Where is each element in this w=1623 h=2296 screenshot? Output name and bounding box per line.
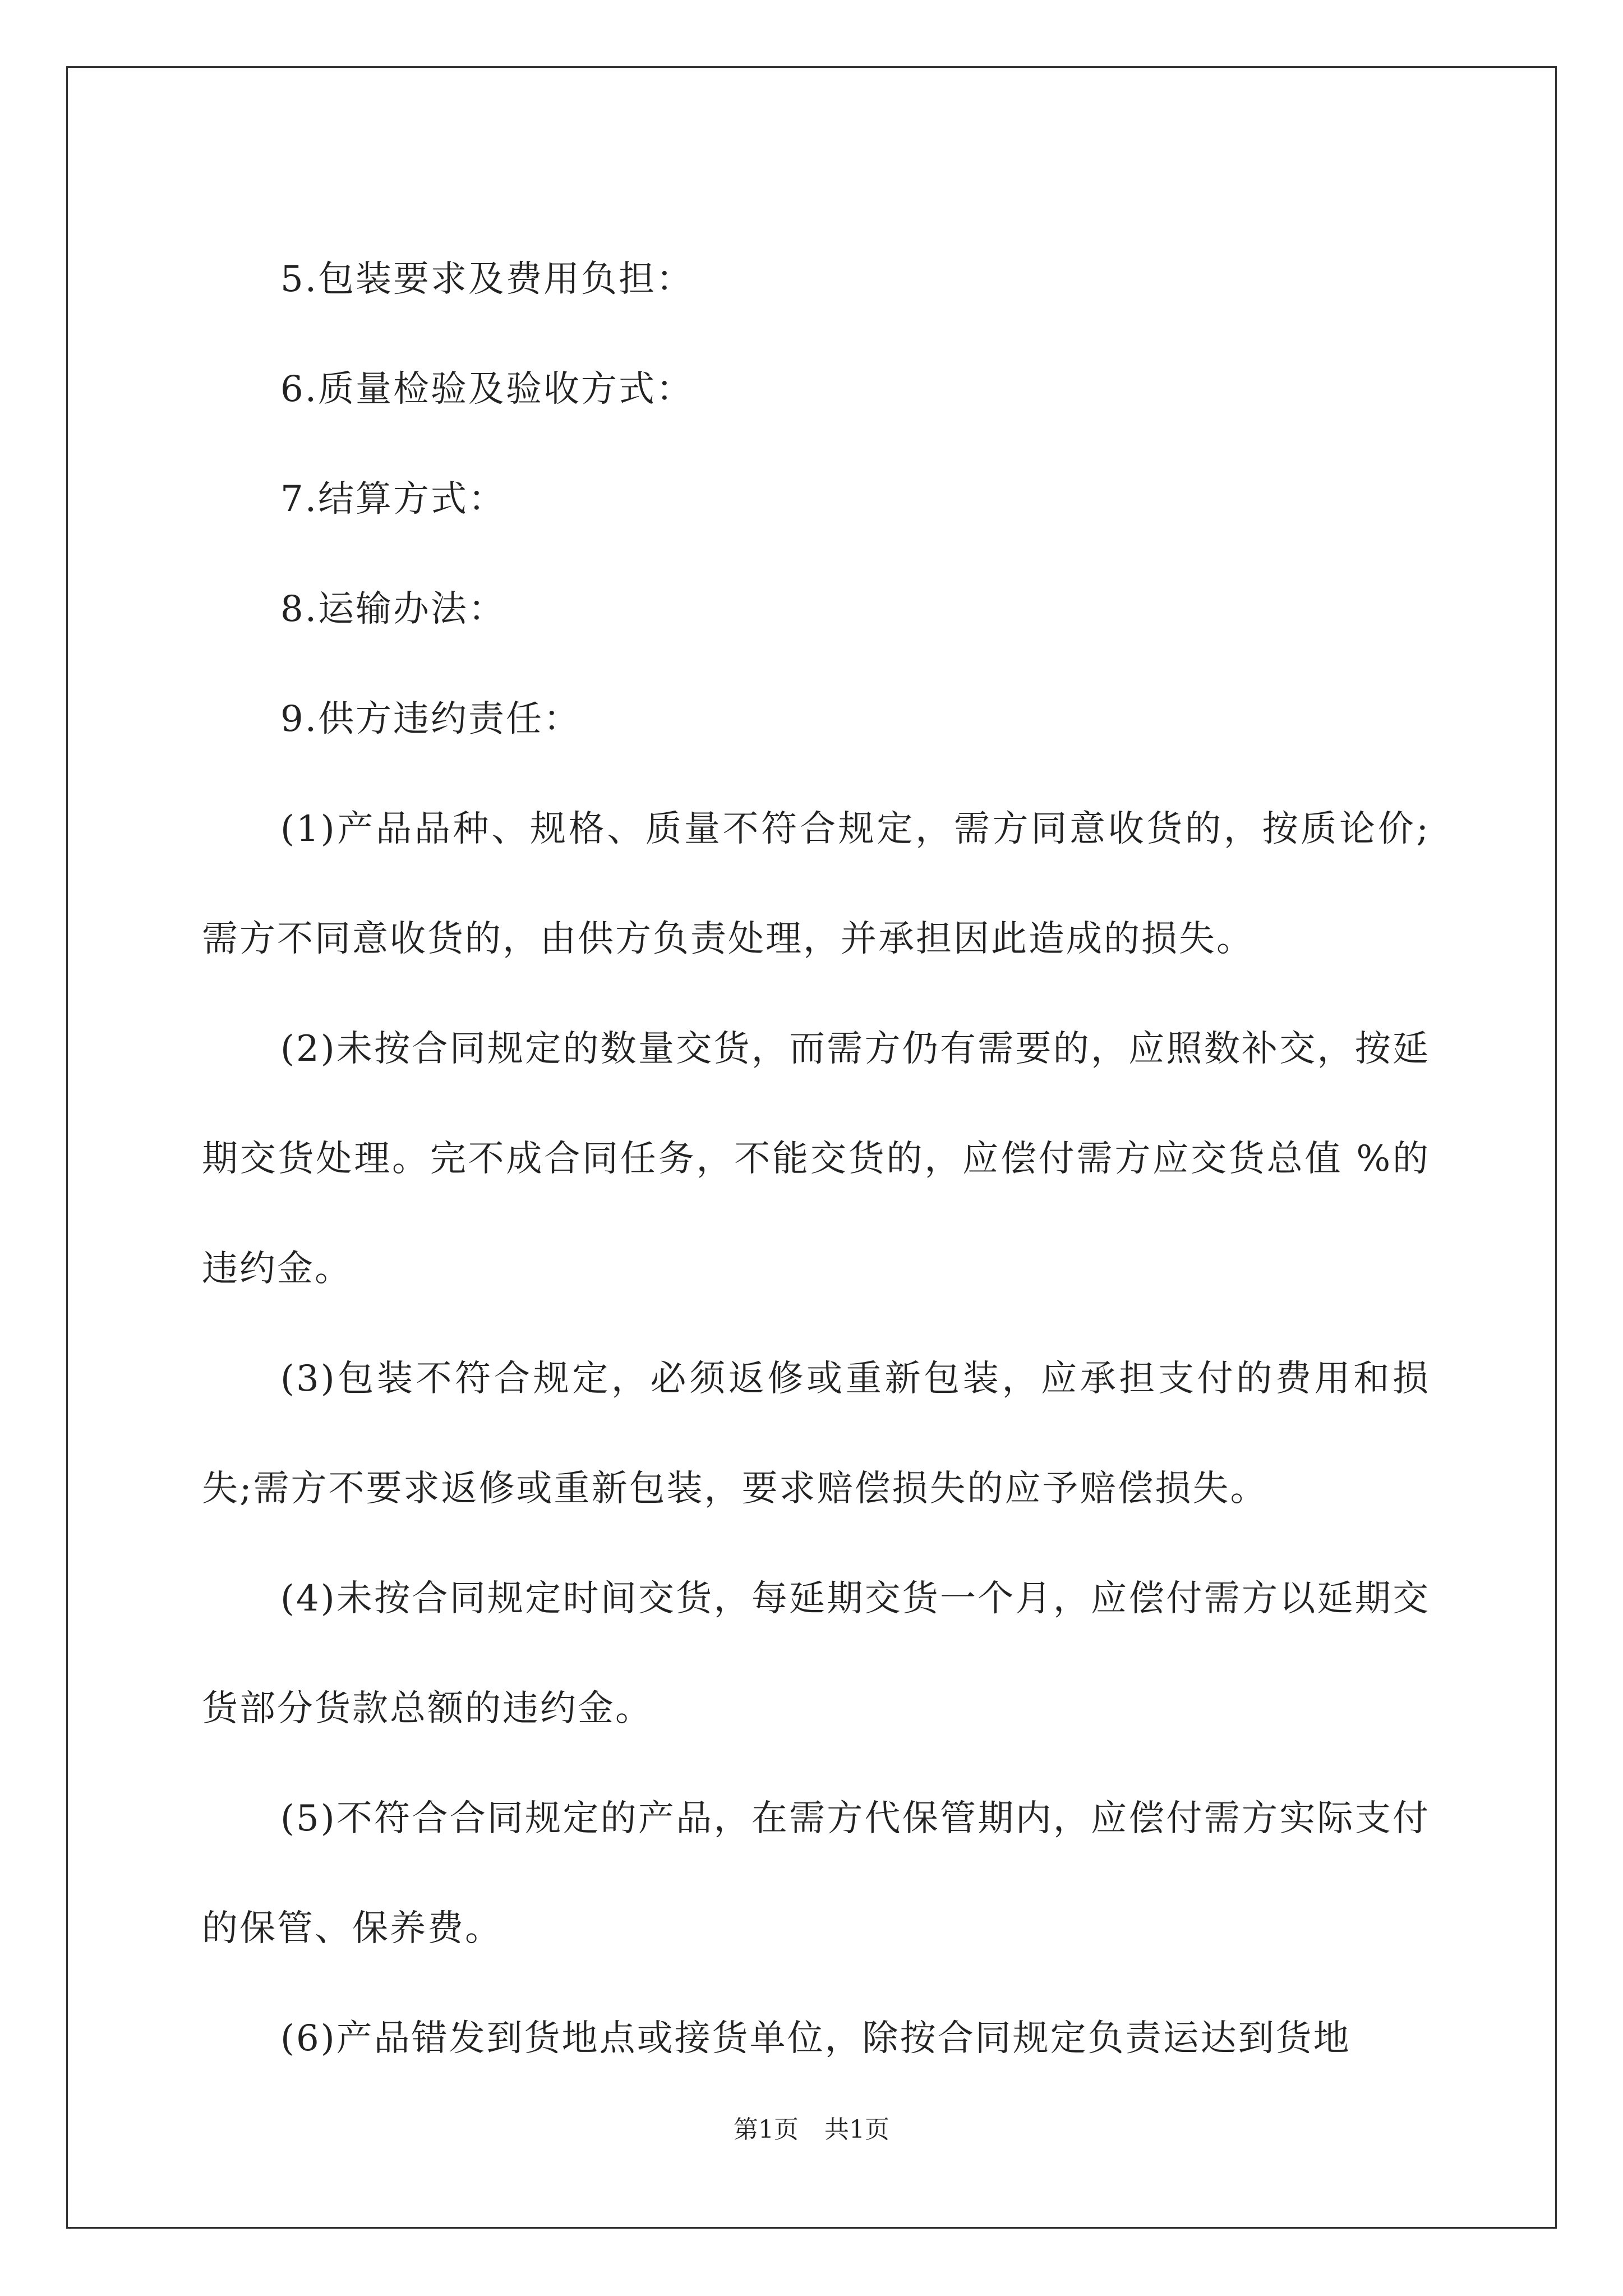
paragraph-clause-3: (3)包装不符合规定，必须返修或重新包装，应承担支付的费用和损失;需方不要求返修或重新包装，要求赔偿损失的应予赔偿损失。 (202, 1358, 1430, 1510)
page-number: 第1页 (734, 2115, 799, 2144)
document-body (202, 224, 1430, 2093)
paragraph-transport: 8.运输办法： (280, 588, 506, 630)
paragraph-quality-inspection: 6.质量检验及验收方式： (280, 369, 694, 410)
paragraph-supplier-liability: 9.供方违约责任： (280, 698, 582, 740)
paragraph-clause-4: (4)未按合同规定时间交货，每延期交货一个月，应偿付需方以延期交货部分货款总额的违约金。 (202, 1578, 1430, 1729)
paragraph-settlement: 7.结算方式： (280, 478, 506, 520)
page-total: 共1页 (824, 2115, 889, 2144)
paragraph-clause-1: (1)产品品种、规格、质量不符合规定，需方同意收货的，按质论价;需方不同意收货的，由供方负责处理，并承担因此造成的损失。 (202, 808, 1430, 960)
paragraph-packaging: 5.包装要求及费用负担： (280, 259, 694, 300)
paragraph-clause-5: (5)不符合合同规定的产品，在需方代保管期内，应偿付需方实际支付的保管、保养费。 (202, 1798, 1430, 1949)
paragraph-clause-2: (2)未按合同规定的数量交货，而需方仍有需要的，应照数补交，按延期交货处理。完不成合同任务，不能交货的，应偿付需方应交货总值 %的违约金。 (202, 1028, 1430, 1290)
paragraph-clause-6: (6)产品错发到货地点或接货单位，除按合同规定负责运达到货地 (280, 2018, 1351, 2059)
page-footer (0, 2109, 1623, 2145)
